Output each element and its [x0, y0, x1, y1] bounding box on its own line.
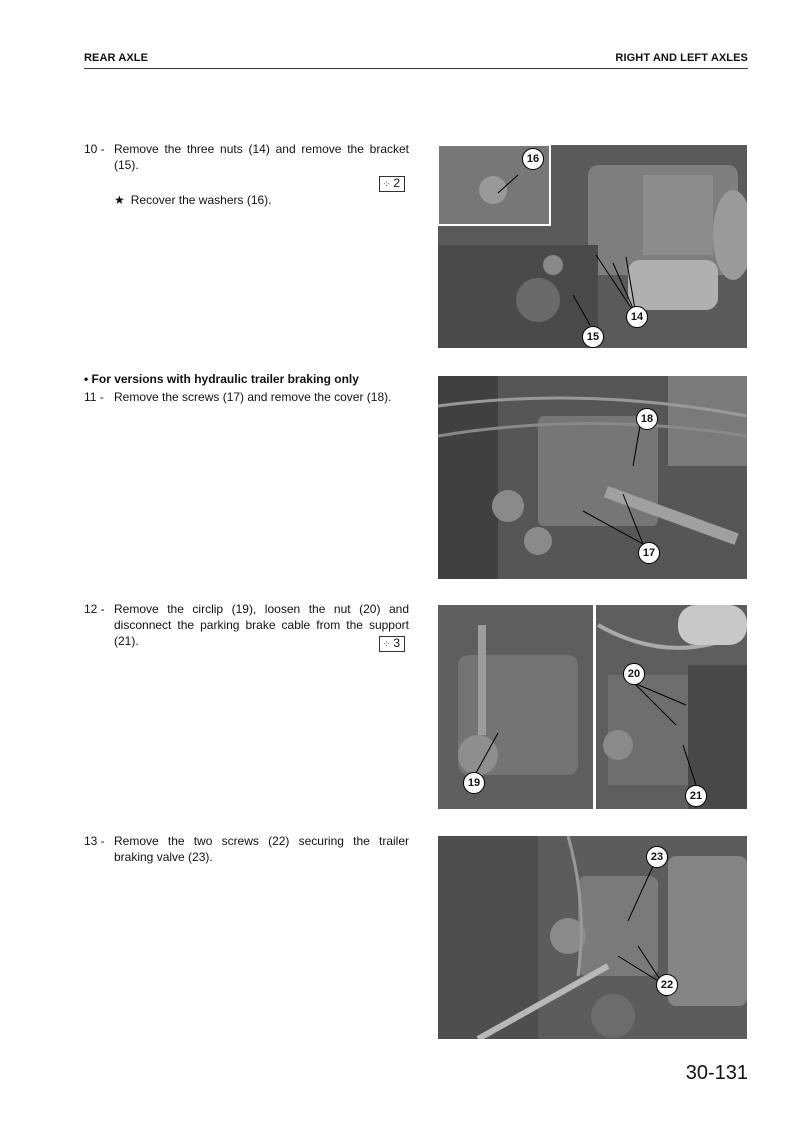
callout-17: 17 [638, 542, 660, 564]
callout-16: 16 [522, 148, 544, 170]
step-13 [84, 833, 409, 865]
callout-19: 19 [463, 772, 485, 794]
step-text: Remove the two screws (22) securing the trailer braking valve (23). [114, 834, 409, 864]
step-note: ★ Recover the washers (16). [114, 193, 272, 207]
reference-icon: ⁘ [382, 179, 390, 189]
header-section-title: REAR AXLE [84, 52, 149, 64]
callout-15: 15 [582, 326, 604, 348]
step-number: 13 - [84, 834, 105, 848]
step-text: Remove the screws (17) and remove the cover (18). [114, 390, 392, 404]
section-condition: • For versions with hydraulic trailer braking only [84, 372, 359, 386]
callout-22: 22 [656, 974, 678, 996]
step-number: 11 - [84, 390, 104, 404]
reference-box: ⁘ 3 [379, 636, 405, 652]
callout-20: 20 [623, 663, 645, 685]
reference-box: ⁘ 2 [379, 176, 405, 192]
step-10 [84, 141, 409, 207]
callout-14: 14 [626, 306, 648, 328]
step-number: 10 - [84, 142, 105, 156]
step-text: Remove the circlip (19), loosen the nut (20) and disconnect the parking brake cable from the support (21). [114, 602, 409, 648]
reference-icon: ⁘ [382, 639, 390, 649]
step-12 [84, 601, 409, 649]
photo-parking-brake-cable [438, 605, 747, 809]
step-number: 12 - [84, 602, 105, 616]
header-chapter-title: RIGHT AND LEFT AXLES [615, 52, 748, 64]
step-text: Remove the three nuts (14) and remove the bracket (15). [114, 142, 409, 172]
step-11 [84, 389, 409, 405]
star-icon: ★ [114, 193, 125, 207]
photo-cover-removal [438, 376, 747, 579]
photo-trailer-braking-valve [438, 836, 747, 1039]
callout-21: 21 [685, 785, 707, 807]
callout-18: 18 [636, 408, 658, 430]
callout-23: 23 [646, 846, 668, 868]
header-divider [84, 68, 748, 69]
page-number: 30-131 [685, 1062, 748, 1084]
photo-bracket-removal [438, 145, 747, 348]
